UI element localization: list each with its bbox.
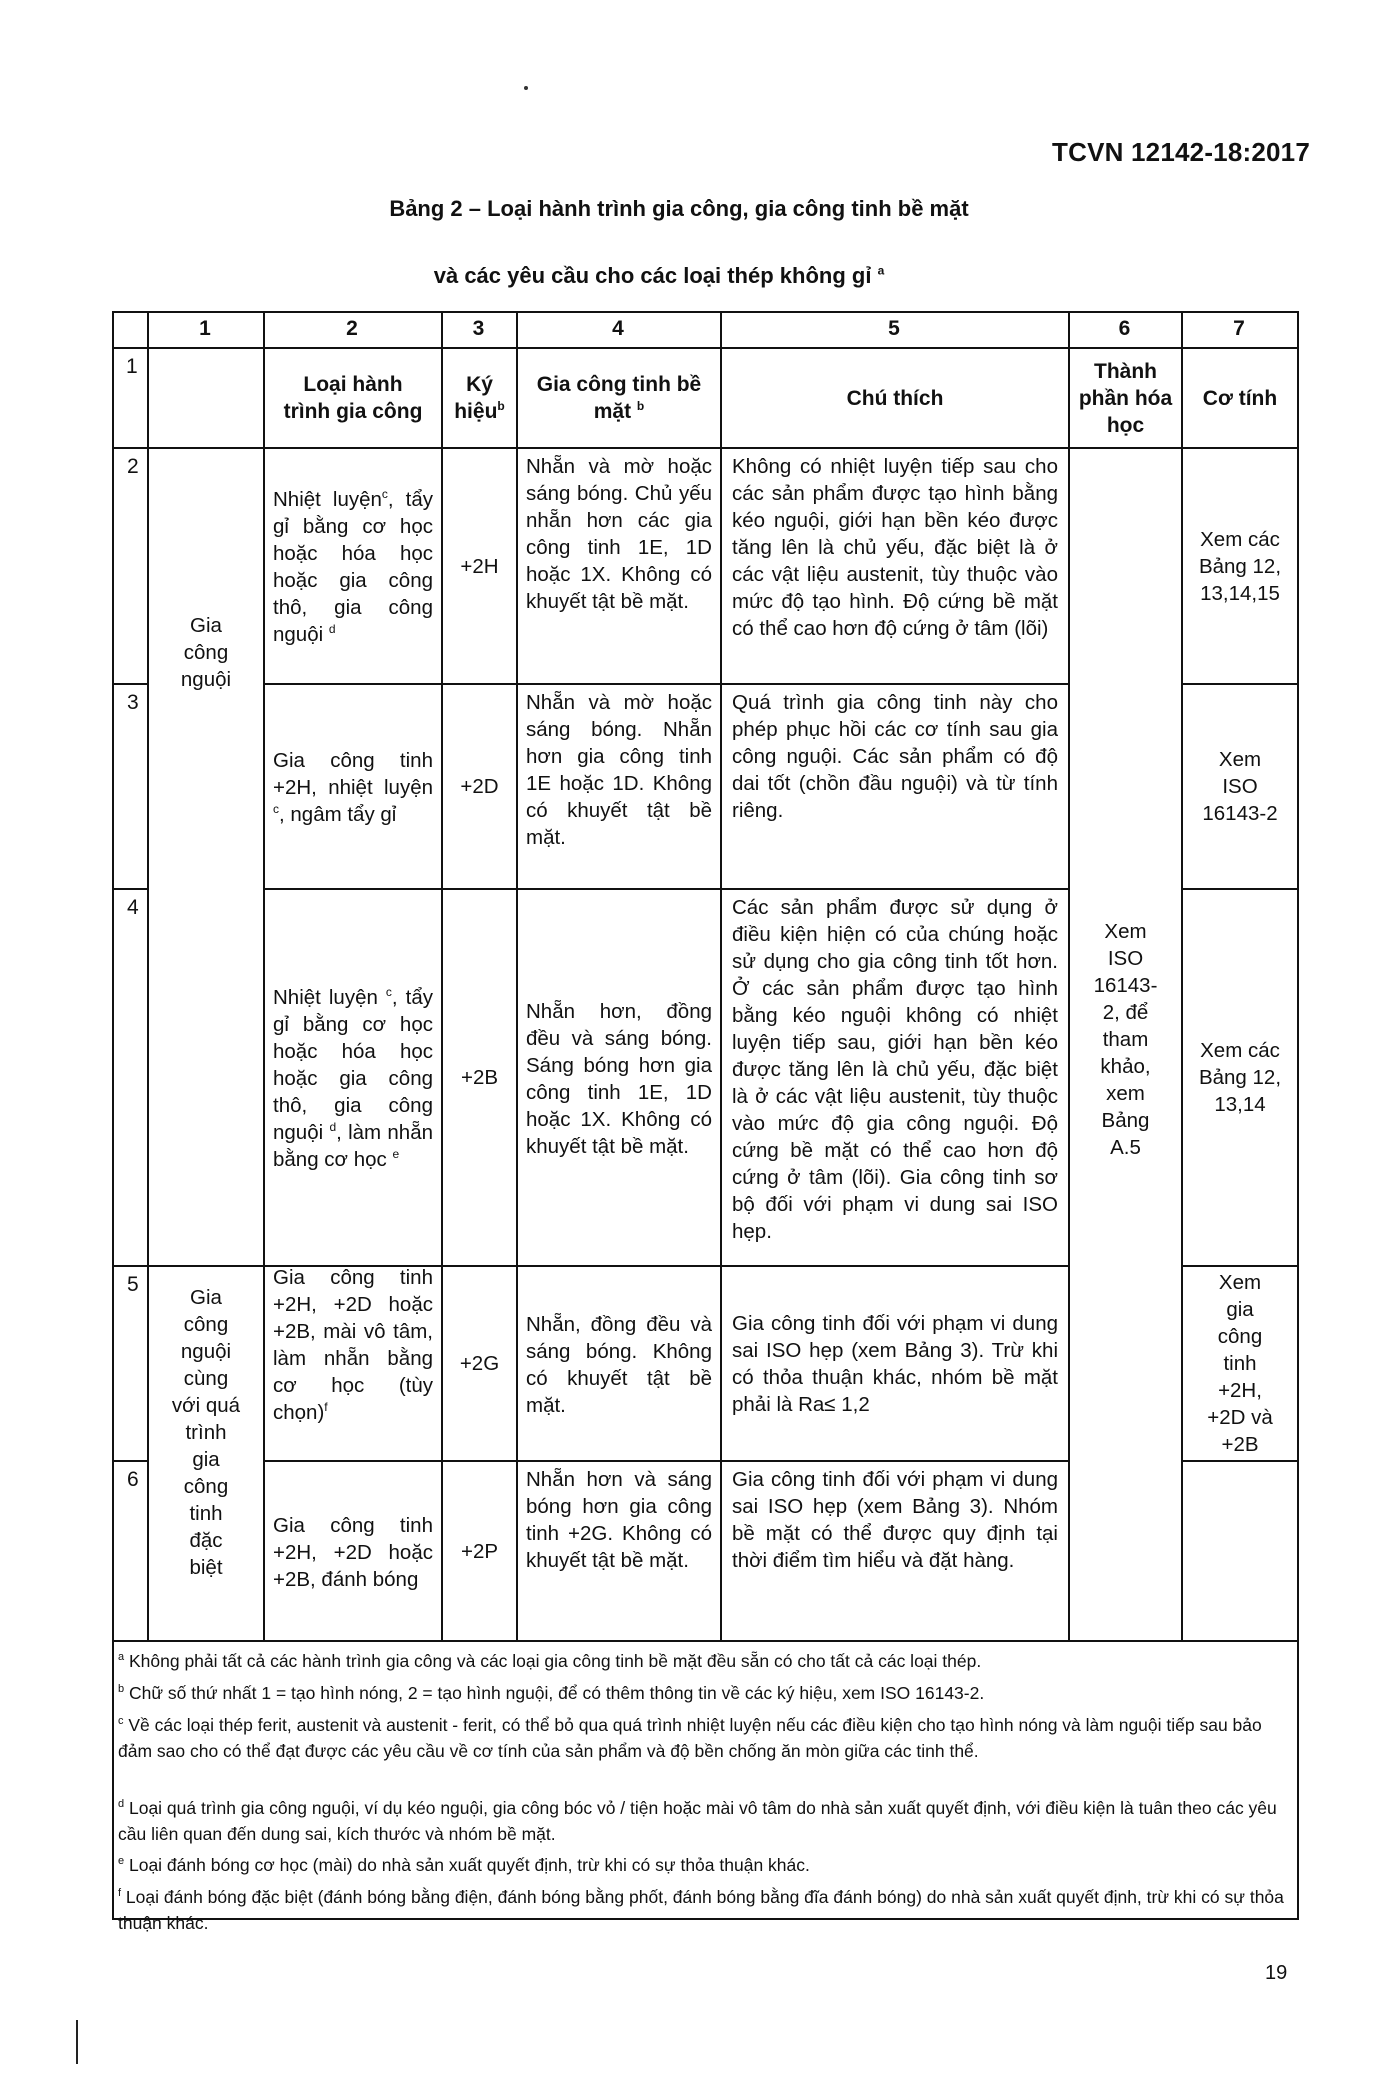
header-symbol-text: Ký hiệu [454,373,498,423]
footnote-mark: b [118,1683,125,1696]
row6-process [265,1462,441,1640]
row2-process [265,449,441,683]
footnote-text: Loại đánh bóng cơ học (mài) do nhà sản xuất quyết định, trừ khi có sự thỏa thuận khác. [124,1855,810,1875]
process-text: , làm nhẵn bằng cơ học [273,1121,433,1171]
process-text: Nhiệt luyện [273,488,382,511]
row2-surface-finish: Nhẵn và mờ hoặc sáng bóng. Chủ yếu nhẵn hơn các gia công tinh 1E, 1D hoặc 1X. Không có khuyết tật bề mặt. [526,455,712,613]
footnote-ref: c [385,985,392,1000]
row3-surface-finish: Nhẵn và mờ hoặc sáng bóng. Nhẵn hơn gia công tinh 1E hoặc 1D. Không có khuyết tật bề mặt. [526,691,712,849]
process-text: Gia công tinh +2H, nhiệt luyện [273,749,433,799]
row5-note-text: Gia công tinh đối với phạm vi dung sai ISO hẹp (xem Bảng 3). Trừ khi có thỏa thuận khác, nhóm bề mặt phải là Ra≤ 1,2 [732,1311,1058,1416]
column-number: 7 [1233,317,1245,340]
row5-process [265,1262,441,1426]
table-border-left [112,311,114,1920]
header-mechanical-properties: Cơ tính [1202,386,1278,410]
footnote-mark: c [118,1715,124,1728]
row5-surface-finish [518,1267,720,1460]
row5-surface-finish-text: Nhẵn, đồng đều và sáng bóng. Không có khuyết tật bề mặt. [526,1312,712,1417]
footnote-ref: d [328,622,336,637]
row-number: 6 [127,1468,139,1491]
column-number: 4 [612,317,624,340]
row-number: 4 [127,896,139,919]
footnote-text: Không phải tất cả các hành trình gia công và các loại gia công tinh bề mặt đều sẵn có cho tất cả các loại thép. [124,1651,982,1671]
header-process-route: Loại hành trình gia công [283,373,423,423]
row-number: 2 [127,455,139,478]
footnote-ref: b [636,399,645,413]
column-number: 6 [1118,317,1131,340]
process-text: Gia công tinh +2H, +2D hoặc +2B, đánh bóng [273,1513,433,1591]
footnote-text: Chữ số thứ nhất 1 = tạo hình nóng, 2 = tạo hình nguội, để có thêm thông tin về các ký hiệu, xem ISO 16143-2. [124,1683,985,1703]
column-number: 5 [888,317,900,340]
row6-symbol: +2P [460,1539,499,1563]
footnote-ref: d [329,1120,337,1135]
header-note: Chú thích [846,386,944,410]
row6-process-text [265,1510,441,1593]
row5-symbol: +2G [459,1352,500,1375]
document-code: TCVN 12142-18:2017 [1052,137,1310,167]
group-label-cold-working: Gia công nguội [180,614,232,691]
footnote-mark: a [118,1651,125,1664]
row6-note: Gia công tinh đối với phạm vi dung sai ISO hẹp (xem Bảng 3). Nhóm bề mặt có thể được quy định tại thời điểm tìm hiểu và đặt hàng. [732,1468,1058,1572]
process-text: Nhiệt luyện [273,986,386,1009]
footnote-ref: b [497,399,505,413]
footnote-text: Về các loại thép ferit, austenit và austenit - ferit, có thể bỏ qua quá trình nhiệt luyện nếu các điều kiện cho tạo hình nóng và làm nguội tiếp sau bảo đảm sao cho có thể đạt được các yêu cầu về cơ tính của sản phẩm và độ bền chống ăn mòn giữa các tinh thể. [118,1715,1262,1761]
header-symbol [443,349,516,447]
column-number: 2 [346,317,358,340]
table-title-footnote-mark: a [877,263,885,278]
row4-surface-finish [518,890,720,1265]
table-title-line-2-text: và các yêu cầu cho các loại thép không gỉ [433,263,872,288]
row2-symbol: +2H [460,554,499,578]
row4-mechanical: Xem các Bảng 12, 13,14 [1198,1039,1282,1116]
page-number: 19 [1265,1962,1288,1984]
footnote-ref: f [324,1400,328,1415]
footnote-ref: c [273,802,279,817]
process-text: , tẩy gỉ bằng cơ học hoặc hóa học hoặc gia công thô, gia công nguội [273,488,433,646]
row3-symbol: +2D [460,775,499,798]
table-title-line-1: Bảng 2 – Loại hành trình gia công, gia công tinh bề mặt [389,196,969,221]
footnote-e [118,1852,1294,1878]
table-rule-row5-right [1181,1460,1299,1462]
header-chemical-composition: Thành phần hóa học [1078,359,1173,437]
table-border-right [1297,311,1299,1920]
process-text: Gia công tinh +2H, +2D hoặc +2B, mài vô tâm, làm nhẵn bằng cơ học (tùy chọn) [273,1266,433,1424]
footnote-mark: f [118,1887,122,1900]
row-number: 1 [126,355,138,378]
row6-surface-finish: Nhẵn hơn và sáng bóng hơn gia công tinh +2G. Không có khuyết tật bề mặt. [526,1468,712,1572]
process-text: , ngâm tẩy gỉ [279,803,397,826]
row-number: 3 [127,691,139,714]
header-surface-finish [518,349,720,447]
footnote-d [118,1795,1294,1847]
table-title-line-2 [0,263,1348,289]
footnote-mark: e [118,1855,125,1868]
scan-speck [524,86,528,90]
footnote-c [118,1712,1294,1764]
row3-process [265,685,441,888]
footnote-f [118,1884,1294,1936]
footnote-mark: d [118,1798,125,1811]
row3-process-text [265,745,441,828]
row4-note: Các sản phẩm được sử dụng ở điều kiện hiện có của chúng hoặc sử dụng cho gia công tinh tốt hơn. Ở các sản phẩm được tạo hình bằng kéo nguội không có nhiệt luyện tiếp sau, giới hạn bền kéo được tăng lên là chủ yếu, đặc biệt là ở các vật liệu austenit, tùy thuộc vào mức độ gia công nguội. Độ cứng bề mặt có thể cao hơn độ cứng ở tâm (lõi). Gia công tinh sơ bộ đối với phạm vi dung sai ISO hẹp. [732,896,1058,1243]
process-text: , tẩy gỉ bằng cơ học hoặc hóa học hoặc gia công thô, gia công nguội [273,986,433,1144]
row4-surface-finish-text: Nhẵn hơn, đồng đều và sáng bóng. Sáng bóng hơn gia công tinh 1E, 1D hoặc 1X. Không có khuyết tật bề mặt. [526,999,712,1158]
row5-mechanical: Xem gia công tinh +2H, +2D và +2B [1207,1271,1273,1456]
row2-process-text [265,484,441,648]
row4-symbol: +2B [460,1066,499,1089]
footnote-a [118,1648,1294,1674]
row4-process-text [265,982,441,1173]
header-surface-finish-text: Gia công tinh bề mặt [536,373,702,423]
footnote-text: Loại quá trình gia công nguội, ví dụ kéo nguội, gia công bóc vỏ / tiện hoặc mài vô tâm do nhà sản xuất quyết định, với điều kiện là tuân theo các yêu cầu liên quan đến dung sai, kích thước và nhóm bề mặt. [118,1798,1277,1844]
row2-note: Không có nhiệt luyện tiếp sau cho các sản phẩm được tạo hình bằng kéo nguội, giới hạn bền kéo được tăng lên là chủ yếu, đặc biệt là ở các vật liệu austenit, tùy thuộc vào mức độ tạo hình. Độ cứng bề mặt có thể cao hơn độ cứng ở tâm (lõi) [732,455,1058,640]
row3-mechanical: Xem ISO 16143-2 [1202,748,1278,825]
column-number: 3 [472,317,485,340]
chemical-composition-merged: Xem ISO 16143-2, để tham khảo, xem Bảng A.5 [1093,920,1158,1159]
row-number: 5 [127,1273,139,1296]
footnote-ref: c [381,487,388,502]
row4-process [265,890,441,1265]
footnote-text: Loại đánh bóng đặc biệt (đánh bóng bằng điện, đánh bóng bằng phốt, đánh bóng bằng đĩa đánh bóng) do nhà sản xuất quyết định, trừ khi có sự thỏa thuận khác. [118,1887,1284,1933]
footnote-b [118,1680,1294,1706]
column-number: 1 [199,317,211,340]
footnote-ref: e [392,1147,400,1162]
row3-note: Quá trình gia công tinh này cho phép phục hồi các cơ tính sau gia công nguội. Các sản phẩm có độ dai tốt (chồn đầu nguội) và từ tính riêng. [732,691,1058,822]
row5-note [722,1267,1068,1460]
table-rule-body-bottom [113,1640,1299,1642]
margin-mark [76,2020,78,2064]
group-label-cold-working-special: Gia công nguội cùng với quá trình gia công tinh đặc biệt [171,1286,241,1579]
row2-mechanical: Xem các Bảng 12, 13,14,15 [1198,527,1282,605]
table-border-top [113,311,1299,313]
